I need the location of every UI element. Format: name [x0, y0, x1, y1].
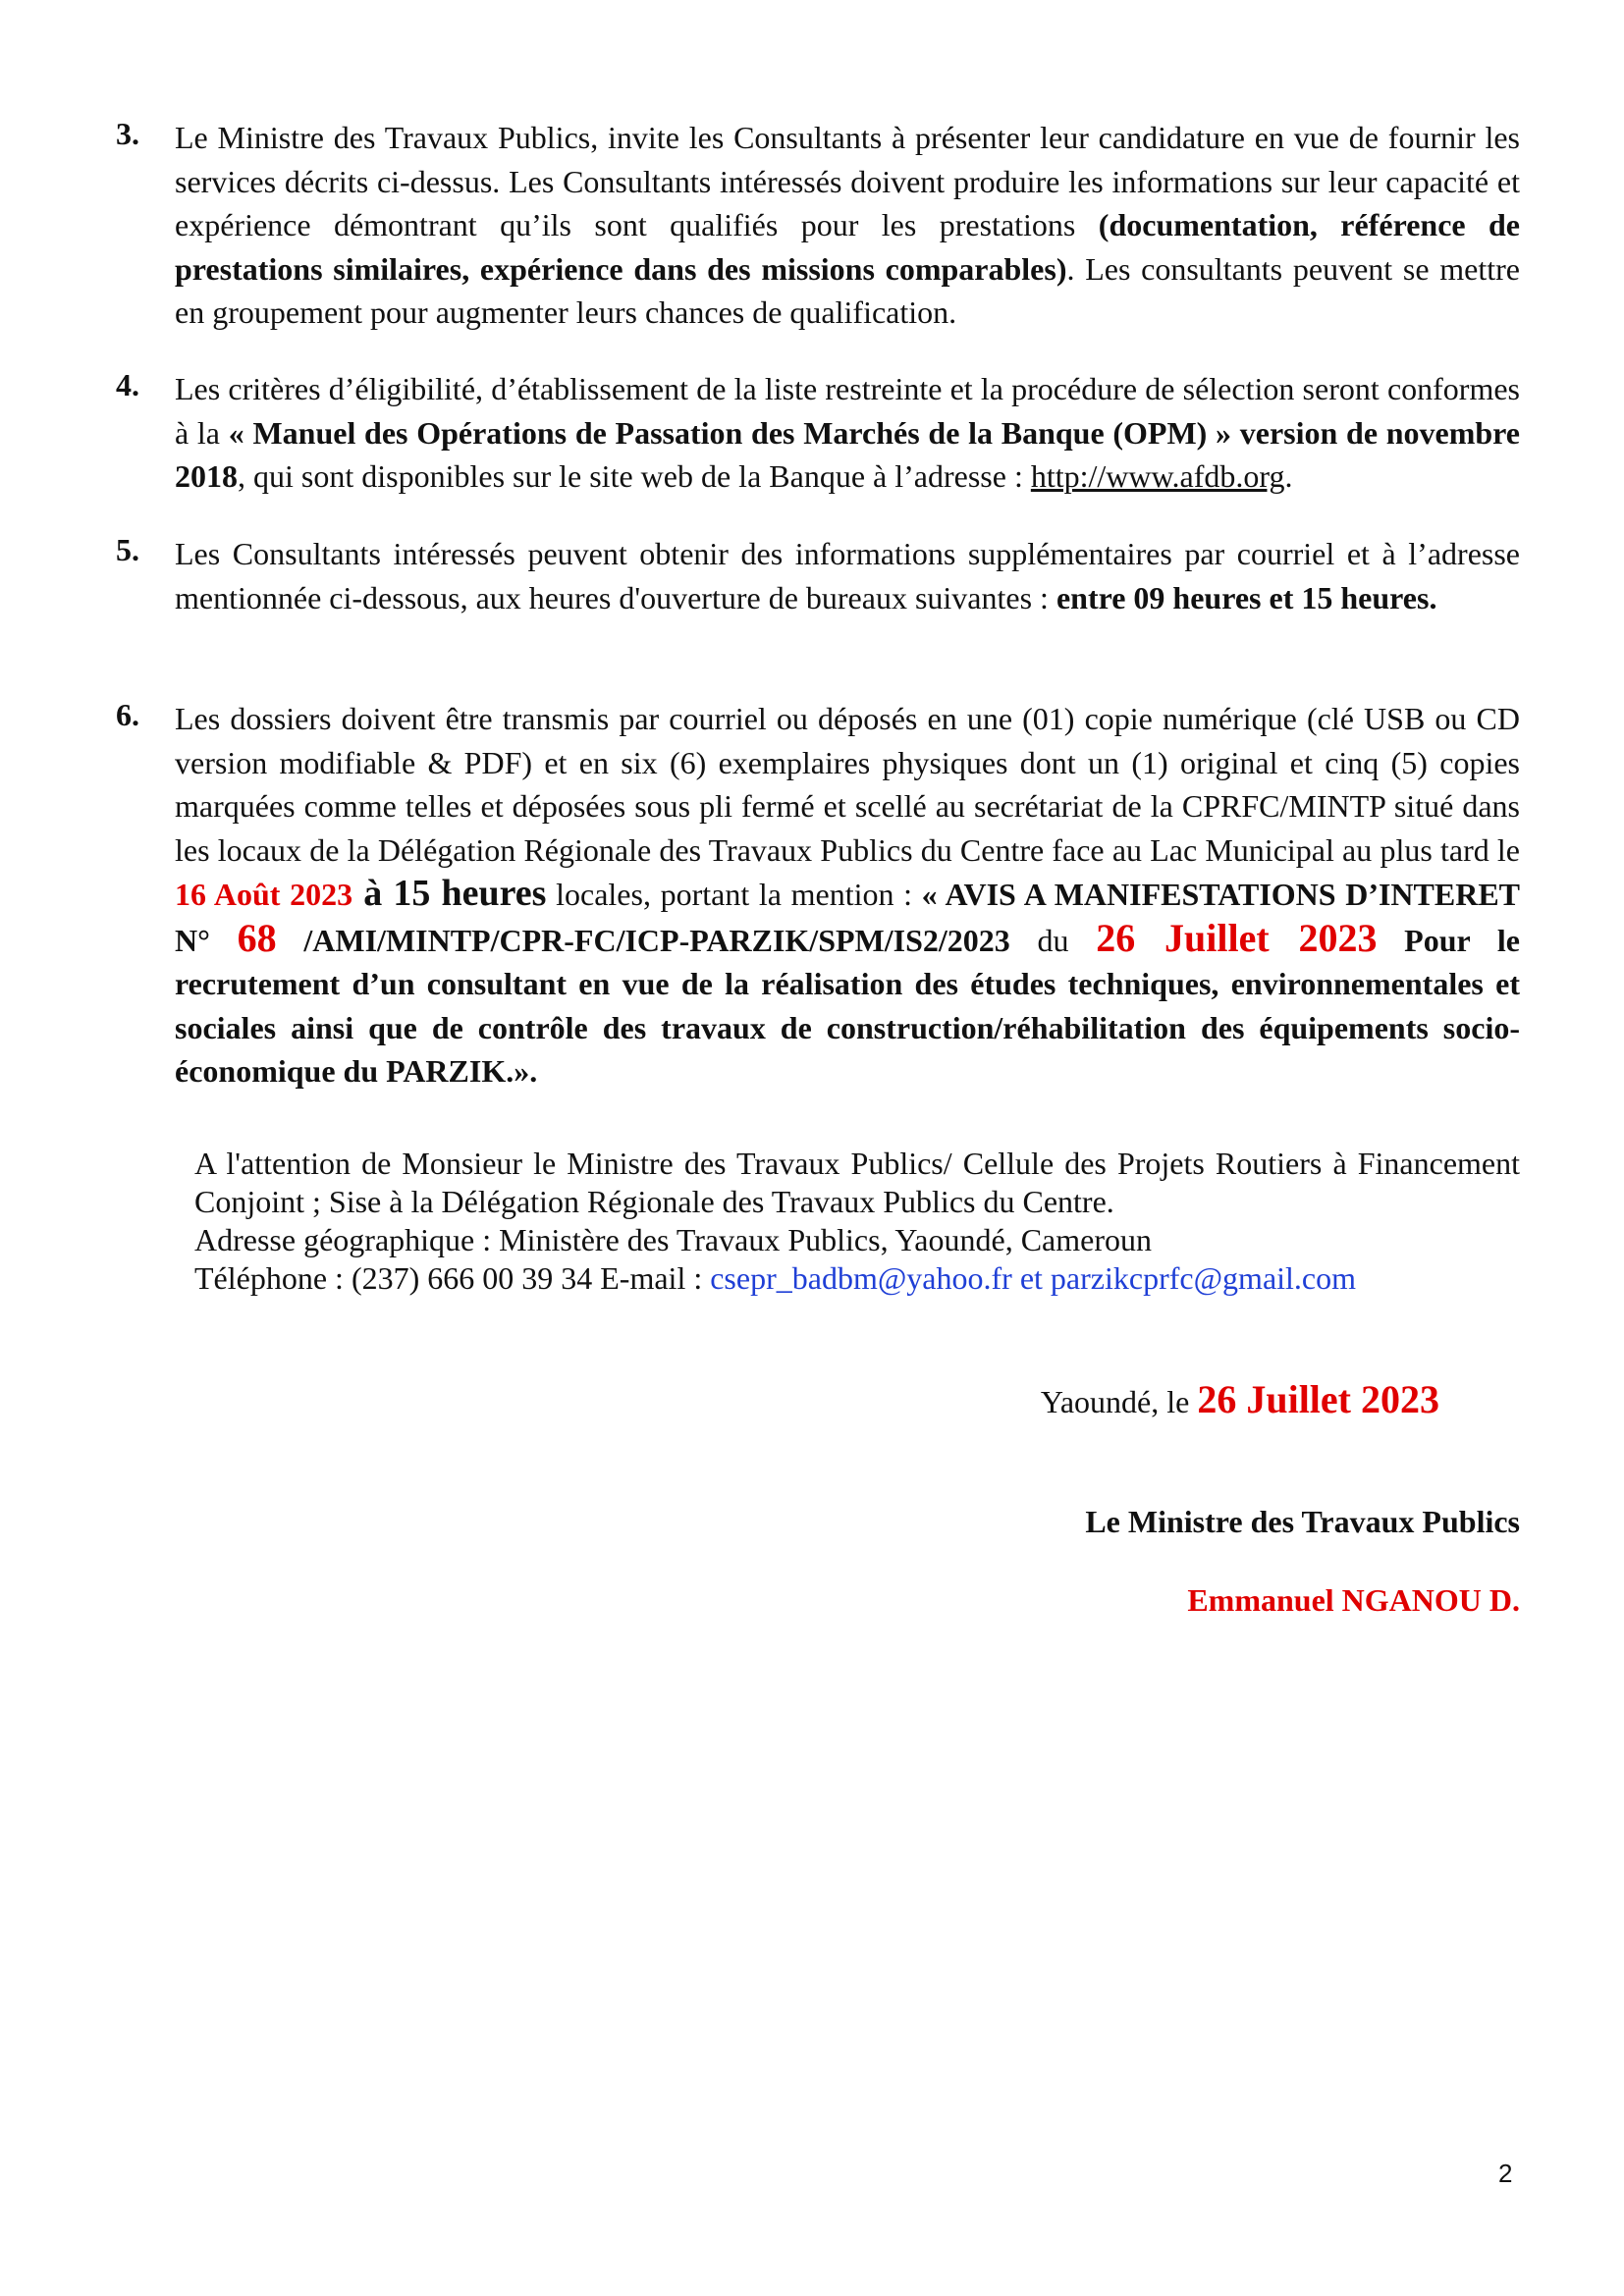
item-number: 5.: [116, 532, 139, 567]
item-paragraph: Les Consultants intéressés peuvent obtenir des informations supplémentaires par courriel et à l’adresse mentionnée ci-dessous, aux heures d'ouverture de bureaux suivantes : entre 09 heures et 15 heures.: [175, 536, 1520, 615]
email-link-yahoo[interactable]: csepr_badbm@yahoo.fr: [710, 1260, 1012, 1296]
signature-date: 26 Juillet 2023: [1197, 1377, 1439, 1421]
page-number: 2: [1498, 2159, 1513, 2188]
item-number: 3.: [116, 116, 139, 151]
place-date-line: Yaoundé, le 26 Juillet 2023: [1040, 1377, 1439, 1421]
signatory-title: Le Ministre des Travaux Publics: [1085, 1504, 1520, 1539]
signatory-name: Emmanuel NGANOU D.: [1187, 1582, 1520, 1618]
notice-number: 68: [237, 915, 277, 960]
email-link-gmail[interactable]: parzikcprfc@gmail.com: [1050, 1260, 1357, 1296]
item-number: 4.: [116, 367, 139, 402]
item-paragraph: Les critères d’éligibilité, d’établissement de la liste restreinte et la procédure de sélection seront conformes à la « Manuel des Opérations de Passation des Marchés de la Banque (OPM) » version de novembre 2018, qui sont disponibles sur le site web de la Banque à l’adresse : http://www.afdb.org.: [175, 371, 1521, 494]
item-paragraph: Les dossiers doivent être transmis par courriel ou déposés en une (01) copie numérique (clé USB ou CD version modifiable & PDF) et en six (6) exemplaires physiques dont un (1) original et cinq (5) copies marquées comme telles et déposées sous pli fermé et scellé au secrétariat de la CPRFC/MINTP situé dans les locaux de la Délégation Régionale des Travaux Publics du Centre face au Lac Municipal au plus tard le 16 Août 2023 à 15 heures locales, portant la mention : « AVIS A MANIFESTATIONS D’INTERET N° 68 /AMI/MINTP/CPR-FC/ICP-PARZIK/SPM/IS2/2023 du 26 Juillet 2023 Pour le recrutement d’un consultant en vue de la réalisation des études techniques, environnementales et sociales ainsi que de contrôle des travaux de construction/réhabilitation des équipements socio-économique du PARZIK.».: [175, 701, 1521, 1089]
deadline-date: 16 Août 2023: [175, 877, 353, 912]
item-paragraph: Le Ministre des Travaux Publics, invite les Consultants à présenter leur candidature en vue de fournir les services décrits ci-dessus. Les Consultants intéressés doivent produire les informations sur leur capacité et expérience démontrant qu’ils sont qualifiés pour les prestations (documentation, référence de prestations similaires, expérience dans des missions comparables). Les consultants peuvent se mettre en groupement pour augmenter leurs chances de qualification.: [175, 120, 1521, 330]
notice-date: 26 Juillet 2023: [1096, 915, 1378, 960]
address-block: A l'attention de Monsieur le Ministre des Travaux Publics/ Cellule des Projets Routiers à Financement Conjoint ; Sise à la Délégation Régionale des Travaux Publics du Centre. Adresse géographique : Ministère des Travaux Publics, Yaoundé, Cameroun Téléphone : (237) 666 00 39 34 E-mail : csepr_badbm@yahoo.fr et parzikcprfc@gmail.com: [194, 1146, 1520, 1296]
afdb-link[interactable]: http://www.afdb.org: [1030, 458, 1285, 494]
item-number: 6.: [116, 697, 139, 732]
